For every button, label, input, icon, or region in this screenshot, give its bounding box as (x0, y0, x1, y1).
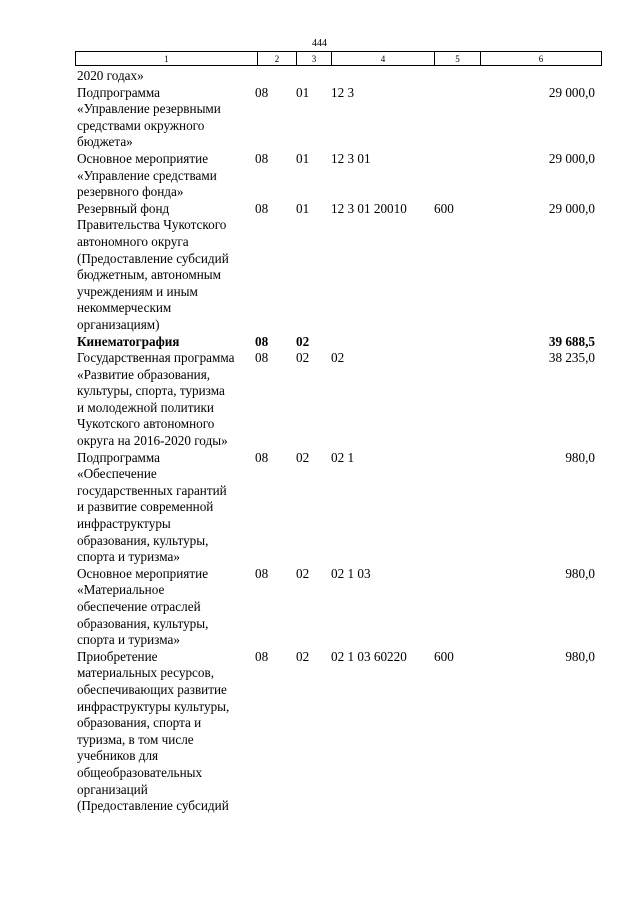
table-row (77, 151, 602, 201)
table-row (77, 201, 602, 334)
row-name-line: обеспечивающих развитие (77, 681, 227, 697)
row-name-line: образования, культуры, (77, 615, 209, 631)
row-c2: 08 (255, 449, 269, 465)
row-name-line: Основное мероприятие (77, 150, 209, 166)
row-name-line: Кинематография (77, 333, 180, 349)
row-name-line: общеобразовательных (77, 764, 203, 780)
table-row (77, 450, 602, 566)
row-name-line: «Материальное (77, 582, 165, 598)
row-name-line: (Предоставление субсидий (77, 250, 229, 266)
row-name-line: материальных ресурсов, (77, 665, 215, 681)
row-name-line: инфраструктуры (77, 516, 171, 532)
row-name-line: учреждениям и иным (77, 283, 198, 299)
row-c3: 02 (296, 449, 310, 465)
table-row (77, 68, 602, 85)
row-name (77, 151, 255, 201)
header-col-5: 5 (435, 52, 481, 65)
table-row (77, 649, 602, 815)
row-name (77, 649, 255, 815)
header-col-2: 2 (258, 52, 297, 65)
table-row (77, 334, 602, 351)
row-name-line: автономного округа (77, 233, 189, 249)
row-c6: 29 000,0 (548, 84, 595, 100)
header-col-4: 4 (332, 52, 435, 65)
row-name-line: организациям) (77, 316, 160, 332)
row-c2: 08 (255, 84, 269, 100)
row-c6: 980,0 (565, 449, 595, 465)
row-c5: 600 (434, 200, 454, 216)
row-name-line: культуры, спорта, туризма (77, 383, 225, 399)
page-number: 444 (312, 38, 327, 49)
row-c2: 08 (255, 565, 269, 581)
row-name (77, 68, 255, 85)
table-row (77, 566, 602, 649)
row-c4: 02 1 03 (331, 565, 371, 581)
row-name-line: Резервный фонд (77, 200, 170, 216)
row-c4: 12 3 01 20010 (331, 200, 407, 216)
header-col-6: 6 (538, 53, 544, 64)
row-name-line: государственных гарантий (77, 482, 227, 498)
row-c6: 980,0 (565, 648, 595, 664)
row-c3: 02 (296, 565, 310, 581)
row-c4: 12 3 01 (331, 150, 371, 166)
row-name-line: туризма, в том числе (77, 731, 194, 747)
row-name-line: Подпрограмма (77, 449, 161, 465)
row-name (77, 85, 255, 151)
row-c2: 08 (255, 648, 269, 664)
row-name-line: 2020 годах» (77, 68, 144, 83)
row-name-line: обеспечение отраслей (77, 599, 201, 614)
row-name-line: (Предоставление субсидий (77, 798, 229, 814)
row-name-line: резервного фонда» (77, 184, 184, 200)
row-c6: 29 000,0 (548, 150, 595, 166)
row-name (77, 334, 255, 351)
row-c3: 01 (296, 84, 310, 100)
table-body (77, 68, 602, 815)
row-name-line: некоммерческим (77, 300, 172, 316)
row-name-line: образования, культуры, (77, 532, 209, 548)
row-name (77, 450, 255, 566)
row-name-line: инфраструктуры культуры, (77, 698, 230, 714)
row-name-line: Подпрограмма (77, 84, 161, 100)
row-c6: 39 688,5 (548, 333, 595, 349)
header-col-1: 1 (76, 52, 258, 65)
row-c4: 02 1 03 60220 (331, 648, 407, 664)
row-c6: 29 000,0 (548, 200, 595, 216)
row-c6: 980,0 (565, 565, 595, 581)
row-name-line: образования, спорта и (77, 715, 202, 731)
row-c2: 08 (255, 350, 269, 366)
row-name-line: «Управление средствами (77, 167, 217, 183)
row-c6: 38 235,0 (548, 350, 595, 366)
header-col-3: 3 (297, 52, 332, 65)
row-name-line: округа на 2016-2020 годы» (77, 433, 228, 449)
row-name-line: средствами окружного (77, 117, 205, 133)
table-header (75, 51, 602, 66)
row-name-line: Чукотского автономного (77, 416, 215, 432)
row-name-line: «Обеспечение (77, 466, 157, 482)
row-name-line: спорта и туризма» (77, 549, 180, 565)
row-name-line: Основное мероприятие (77, 565, 209, 581)
row-name-line: и развитие современной (77, 499, 214, 515)
row-name-line: спорта и туризма» (77, 632, 180, 648)
row-name-line: бюджета» (77, 134, 133, 150)
row-name-line: и молодежной политики (77, 399, 214, 415)
row-c3: 02 (296, 648, 310, 664)
row-c3: 01 (296, 200, 310, 216)
row-c3: 01 (296, 150, 310, 166)
row-c2: 08 (255, 150, 269, 166)
row-name (77, 350, 255, 450)
row-name-line: «Управление резервными (77, 101, 221, 117)
table-row (77, 85, 602, 151)
row-c2: 08 (255, 333, 269, 349)
row-name-line: бюджетным, автономным (77, 267, 221, 283)
row-name-line: организаций (77, 781, 148, 797)
row-c5: 600 (434, 648, 454, 664)
row-c4: 02 (331, 350, 345, 366)
row-c3: 02 (296, 350, 310, 366)
row-c4: 02 1 (331, 449, 355, 465)
row-name-line: Государственная программа (77, 350, 235, 366)
row-c3: 02 (296, 333, 310, 349)
row-name (77, 566, 255, 649)
row-name-line: учебников для (77, 748, 159, 764)
row-name-line: Приобретение (77, 648, 158, 664)
row-name (77, 201, 255, 334)
table-row (77, 350, 602, 450)
row-c4: 12 3 (331, 84, 355, 100)
row-c2: 08 (255, 200, 269, 216)
row-name-line: «Развитие образования, (77, 366, 211, 382)
row-name-line: Правительства Чукотского (77, 217, 227, 233)
